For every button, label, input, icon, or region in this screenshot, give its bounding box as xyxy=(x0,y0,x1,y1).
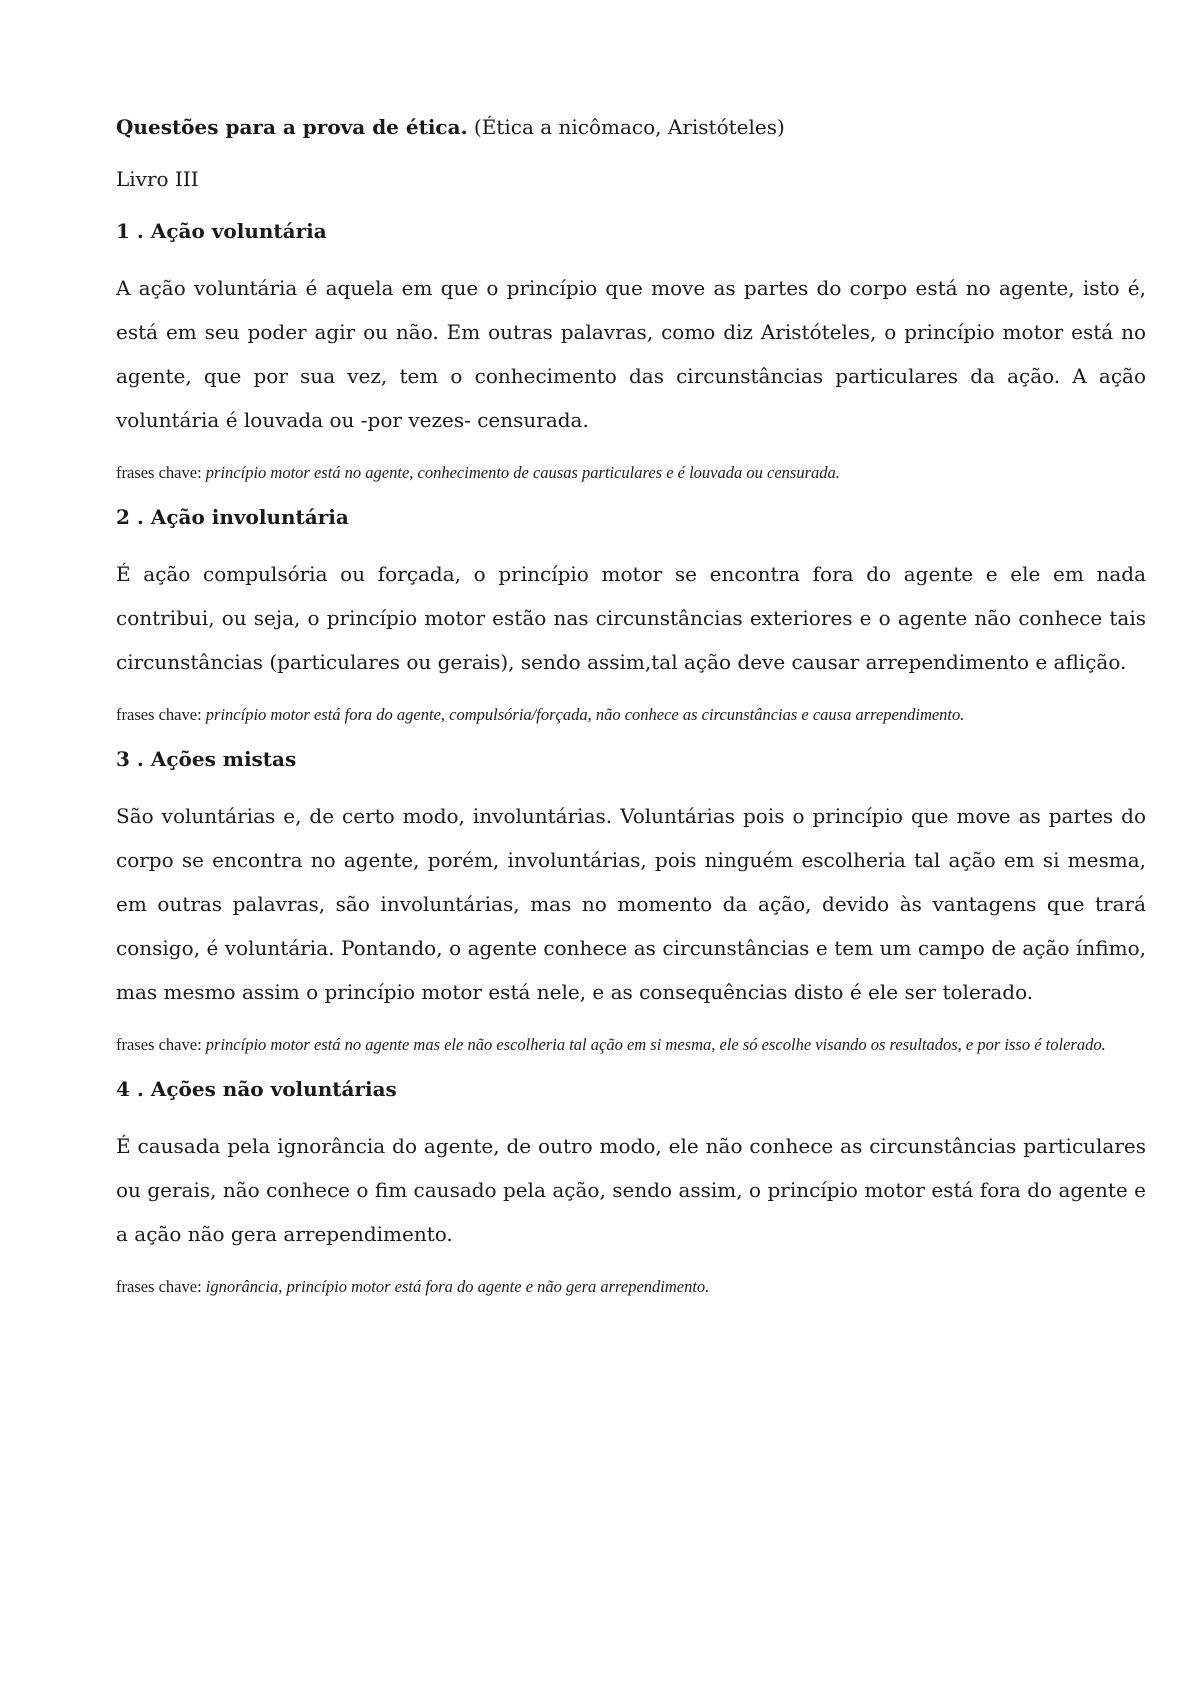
key-phrases-2 xyxy=(116,702,1146,728)
key-phrases-1 xyxy=(116,460,1146,486)
section-body-1: A ação voluntária é aquela em que o princípio que move as partes do corpo está no agente, isto é, está em seu poder agir ou não. Em outras palavras, como diz Aristóteles, o princípio motor está no agente, que por sua vez, tem o conhecimento das circunstâncias particulares da ação. A ação voluntária é louvada ou -por vezes- censurada. xyxy=(116,276,1146,432)
key-phrases-label-1: frases chave: xyxy=(116,463,206,482)
section-heading-3: 3 . Ações mistas xyxy=(116,747,297,771)
key-phrases-4 xyxy=(116,1274,1146,1300)
key-phrases-label-4: frases chave: xyxy=(116,1277,206,1296)
section-body-4: É causada pela ignorância do agente, de outro modo, ele não conhece as circunstâncias particulares ou gerais, não conhece o fim causado pela ação, sendo assim, o princípio motor está fora do agente e a ação não gera arrependimento. xyxy=(116,1134,1146,1246)
key-phrases-label-2: frases chave: xyxy=(116,705,206,724)
document-title-subtitle: (Ética a nicômaco, Aristóteles) xyxy=(467,115,785,139)
key-phrases-label-3: frases chave: xyxy=(116,1035,206,1054)
key-phrases-3 xyxy=(116,1032,1146,1058)
section-body-3: São voluntárias e, de certo modo, involuntárias. Voluntárias pois o princípio que move as partes do corpo se encontra no agente, porém, involuntárias, pois ninguém escolheria tal ação em si mesma, em outras palavras, são involuntárias, mas no momento da ação, devido às vantagens que trará consigo, é voluntária. Pontando, o agente conhece as circunstâncias e tem um campo de ação ínfimo, mas mesmo assim o princípio motor está nele, e as consequências disto é ele ser tolerado. xyxy=(116,804,1146,1004)
book-label: Livro III xyxy=(116,167,199,191)
section-heading-1: 1 . Ação voluntária xyxy=(116,219,327,243)
document-title xyxy=(116,112,1146,142)
section-body-2: É ação compulsória ou forçada, o princípio motor se encontra fora do agente e ele em nada contribui, ou seja, o princípio motor estão nas circunstâncias exteriores e o agente não conhece tais circunstâncias (particulares ou gerais), sendo assim,tal ação deve causar arrependimento e aflição. xyxy=(116,562,1146,674)
section-heading-2: 2 . Ação involuntária xyxy=(116,505,349,529)
section-heading-4: 4 . Ações não voluntárias xyxy=(116,1077,397,1101)
key-phrases-text-2: princípio motor está fora do agente, compulsória/forçada, não conhece as circunstâncias e causa arrependimento. xyxy=(205,705,965,724)
key-phrases-text-3: princípio motor está no agente mas ele não escolheria tal ação em si mesma, ele só escolhe visando os resultados, e por isso é tolerado. xyxy=(205,1035,1106,1054)
key-phrases-text-1: princípio motor está no agente, conhecimento de causas particulares e é louvada ou censurada. xyxy=(205,463,840,482)
document-title-bold: Questões para a prova de ética. xyxy=(116,115,468,139)
document-body xyxy=(116,112,1146,1316)
key-phrases-text-4: ignorância, princípio motor está fora do agente e não gera arrependimento. xyxy=(205,1277,710,1296)
